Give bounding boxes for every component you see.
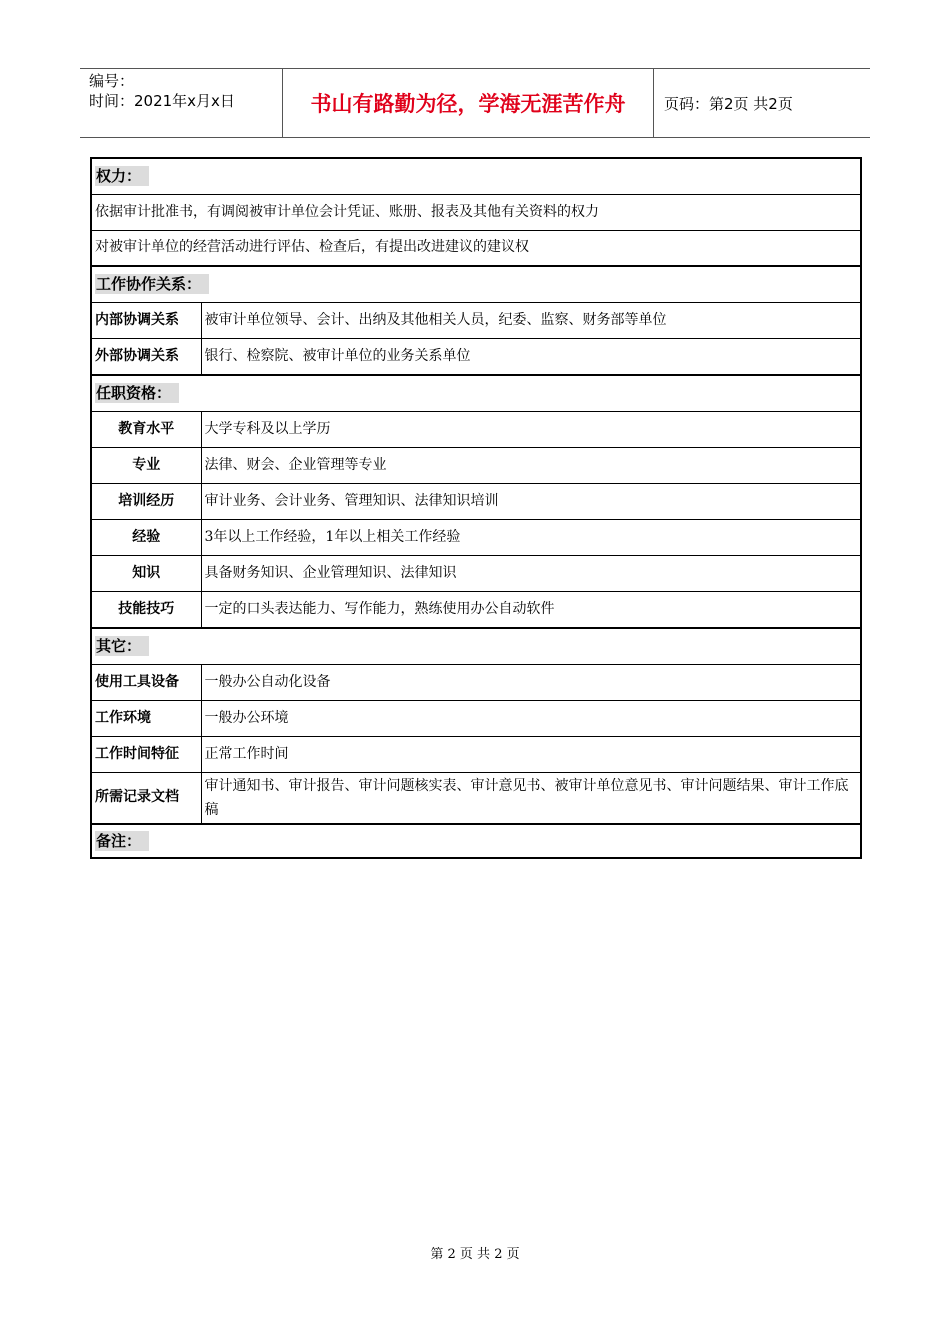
row-value: 银行、检察院、被审计单位的业务关系单位 [201, 338, 861, 375]
row-label: 工作环境 [91, 700, 201, 736]
other-row [91, 664, 861, 700]
qualification-row [91, 447, 861, 483]
qualification-row [91, 591, 861, 628]
section-other-header [91, 628, 861, 664]
row-label: 教育水平 [91, 411, 201, 447]
powers-item: 对被审计单位的经营活动进行评估、检查后，有提出改进建议的建议权 [91, 230, 861, 266]
row-label: 使用工具设备 [91, 664, 201, 700]
row-label: 所需记录文档 [91, 772, 201, 824]
cooperation-row [91, 302, 861, 338]
row-label: 知识 [91, 555, 201, 591]
number-label: 编号： [89, 72, 135, 90]
section-powers-header [91, 158, 861, 194]
other-row [91, 772, 861, 824]
row-value: 审计通知书、审计报告、审计问题核实表、审计意见书、被审计单位意见书、审计问题结果、审计工作底稿 [201, 772, 861, 824]
row-value: 3年以上工作经验，1年以上相关工作经验 [201, 519, 861, 555]
section-title: 工作协作关系： [95, 274, 209, 294]
other-row [91, 736, 861, 772]
page-footer: 第 2 页 共 2 页 [430, 1247, 520, 1262]
powers-row [91, 194, 861, 230]
row-value: 正常工作时间 [201, 736, 861, 772]
row-label: 外部协调关系 [91, 338, 201, 375]
section-cooperation-header [91, 266, 861, 302]
qualification-row [91, 555, 861, 591]
row-label: 专业 [91, 447, 201, 483]
row-label: 技能技巧 [91, 591, 201, 628]
row-value: 大学专科及以上学历 [201, 411, 861, 447]
row-value: 一般办公环境 [201, 700, 861, 736]
section-title: 权力： [95, 166, 149, 186]
section-title: 任职资格： [95, 383, 179, 403]
section-remarks-header [91, 824, 861, 858]
job-description-table [90, 157, 862, 859]
qualification-row [91, 411, 861, 447]
other-row [91, 700, 861, 736]
row-value: 法律、财会、企业管理等专业 [201, 447, 861, 483]
header-motto-cell [283, 69, 654, 137]
document-header [80, 68, 870, 138]
row-label: 经验 [91, 519, 201, 555]
header-meta-cell [80, 69, 283, 137]
qualification-row [91, 519, 861, 555]
powers-item: 依据审计批准书，有调阅被审计单位会计凭证、账册、报表及其他有关资料的权力 [91, 194, 861, 230]
section-qualifications-header [91, 375, 861, 411]
row-value: 审计业务、会计业务、管理知识、法律知识培训 [201, 483, 861, 519]
row-value: 被审计单位领导、会计、出纳及其他相关人员，纪委、监察、财务部等单位 [201, 302, 861, 338]
time-label: 时间：2021年x月x日 [89, 92, 235, 110]
powers-row [91, 230, 861, 266]
row-label: 内部协调关系 [91, 302, 201, 338]
header-page-cell [654, 69, 870, 137]
cooperation-row [91, 338, 861, 375]
page-code: 页码：第2页 共2页 [664, 95, 793, 113]
qualification-row [91, 483, 861, 519]
section-title: 其它： [95, 636, 149, 656]
row-label: 培训经历 [91, 483, 201, 519]
row-value: 具备财务知识、企业管理知识、法律知识 [201, 555, 861, 591]
section-title: 备注： [95, 831, 149, 851]
row-value: 一定的口头表达能力、写作能力，熟练使用办公自动软件 [201, 591, 861, 628]
motto-text: 书山有路勤为径，学海无涯苦作舟 [310, 92, 626, 116]
row-label: 工作时间特征 [91, 736, 201, 772]
row-value: 一般办公自动化设备 [201, 664, 861, 700]
